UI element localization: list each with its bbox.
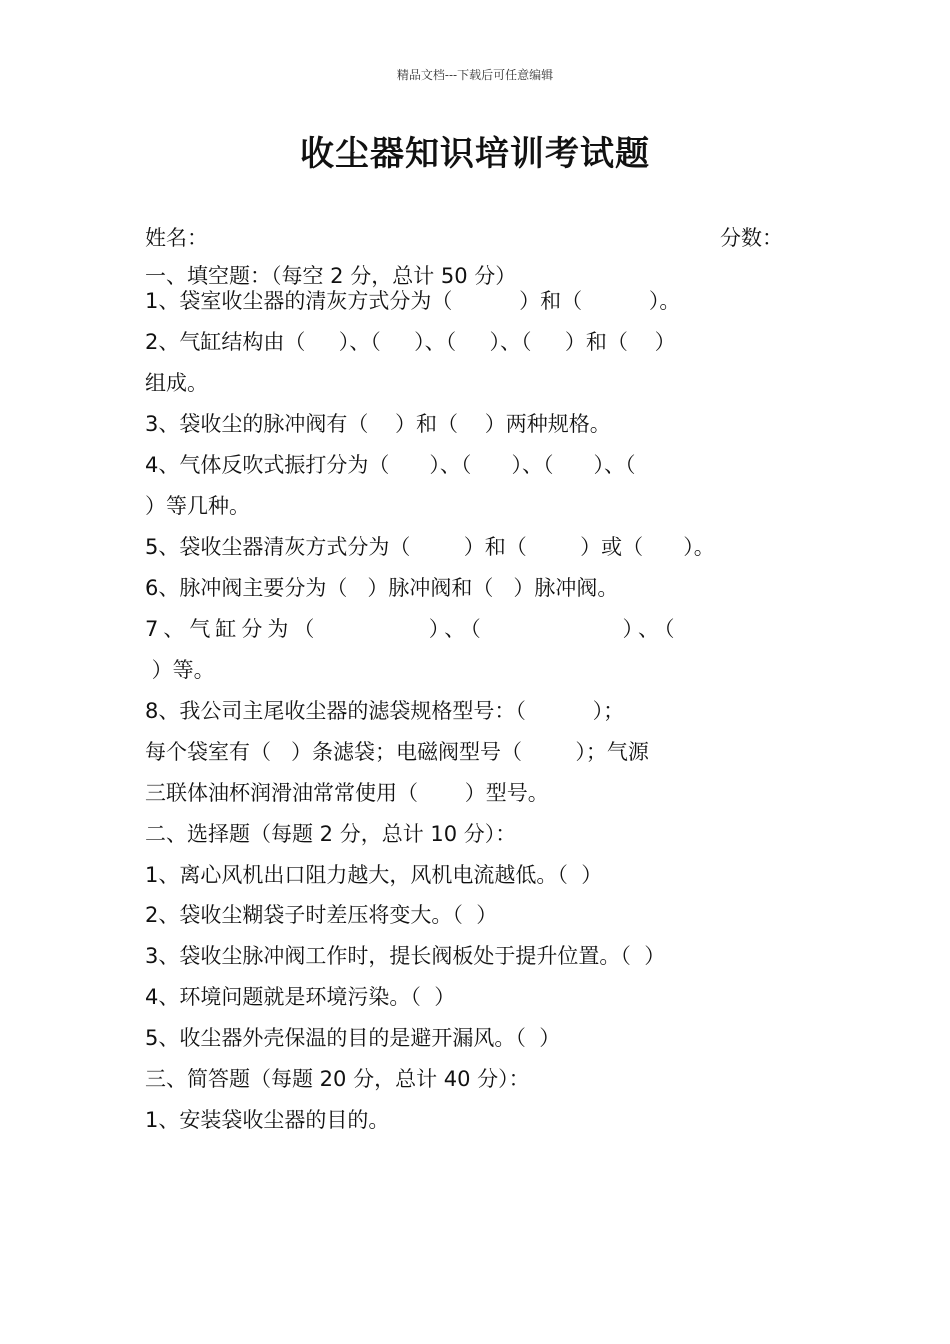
document-title: 收尘器知识培训考试题 [300,134,650,174]
question-line: 1、袋室收尘器的清灰方式分为（ ）和（ ）。 [145,289,681,313]
question-line: 三联体油杯润滑油常常使用（ ）型号。 [145,781,549,805]
question-line: 每个袋室有（ ）条滤袋；电磁阀型号（ ）；气源 [145,740,649,764]
section-fill-blank-heading: 一、填空题：（每空 2 分，总计 50 分） [145,264,517,288]
question-line: 2、气缸结构由（ ）、（ ）、（ ）、（ ）和（ ） [145,330,676,354]
question-line: 5、袋收尘器清灰方式分为（ ）和（ ）或（ ）。 [145,535,715,559]
section-choice-heading: 二、选择题（每题 2 分，总计 10 分）： [145,822,517,846]
question-line: 2、袋收尘糊袋子时差压将变大。（ ） [145,903,498,927]
question-line: 组成。 [145,371,208,395]
score-label: 分数： [720,226,783,250]
question-line: 7、气缸分为（ ）、（ ）、（ [145,617,680,641]
question-line: 3、袋收尘脉冲阀工作时，提长阀板处于提升位置。（ ） [145,944,666,968]
question-line: 1、离心风机出口阻力越大，风机电流越低。（ ） [145,863,603,887]
question-line: 4、气体反吹式振打分为（ ）、（ ）、（ ）、（ [145,453,636,477]
question-line: 8、我公司主尾收尘器的滤袋规格型号：（ ）； [145,699,625,723]
question-line: 6、脉冲阀主要分为（ ）脉冲阀和（ ）脉冲阀。 [145,576,619,600]
question-line: 4、环境问题就是环境污染。（ ） [145,985,456,1009]
question-line: 1、安装袋收尘器的目的。 [145,1108,390,1132]
question-line: 3、袋收尘的脉冲阀有（ ）和（ ）两种规格。 [145,412,611,436]
section-short-answer-heading: 三、简答题（每题 20 分，总计 40 分）： [145,1067,530,1091]
question-line: ）等。 [145,658,215,682]
name-label: 姓名： [145,226,208,250]
question-line: ）等几种。 [145,494,250,518]
header-note: 精品文档---下载后可任意编辑 [396,68,554,82]
question-line: 5、收尘器外壳保温的目的是避开漏风。（ ） [145,1026,561,1050]
